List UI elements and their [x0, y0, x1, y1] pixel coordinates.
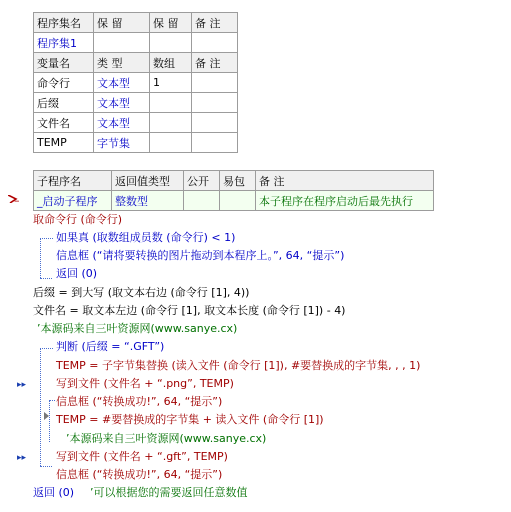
code-line[interactable]: 判断 (后缀 = “.GFT”)	[56, 340, 165, 353]
step-marker-icon[interactable]: ▸▸	[17, 453, 27, 463]
var-type-cell[interactable]: 文本型	[94, 73, 150, 93]
header-var-array: 数组	[150, 53, 192, 73]
var-array-cell[interactable]: 1	[150, 73, 192, 93]
header-var-remark: 备 注	[192, 53, 238, 73]
var-name-cell[interactable]: 命令行	[34, 73, 94, 93]
reserved-cell-1[interactable]	[94, 33, 150, 53]
var-row[interactable]	[34, 93, 238, 113]
code-line[interactable]: 后缀 = 到大写 (取文本右边 (命令行 [1], 4))	[33, 286, 250, 299]
comment-line[interactable]: ’本源码来自三叶资源网(www.sanye.cx)	[66, 432, 267, 445]
var-type-cell[interactable]: 字节集	[94, 133, 150, 153]
header-sub-remark: 备 注	[256, 171, 434, 191]
flow-guide-line	[49, 400, 50, 442]
step-marker-icon[interactable]: ▸▸	[17, 380, 27, 390]
easy-pkg-cell[interactable]	[220, 191, 256, 211]
header-program-set-name: 程序集名	[34, 13, 94, 33]
flow-guide-line	[40, 278, 52, 279]
code-line[interactable]: 写到文件 (文件名 + “.png”, TEMP)	[56, 377, 234, 390]
remark-cell[interactable]	[192, 33, 238, 53]
code-line[interactable]: TEMP = #要替换成的字节集 + 读入文件 (命令行 [1])	[56, 413, 324, 426]
code-line[interactable]: 取命令行 (命令行)	[33, 213, 123, 226]
reserved-cell-2[interactable]	[150, 33, 192, 53]
var-name-cell[interactable]: 后缀	[34, 93, 94, 113]
code-line[interactable]: 信息框 (“请将要转换的图片拖动到本程序上。”, 64, “提示”)	[56, 249, 345, 262]
header-easy-pkg: 易包	[220, 171, 256, 191]
flow-guide-line	[40, 348, 53, 349]
comment-line[interactable]: ’本源码来自三叶资源网(www.sanye.cx)	[37, 322, 238, 335]
header-var-type: 类 型	[94, 53, 150, 73]
var-remark-cell[interactable]	[192, 73, 238, 93]
header-reserved-1: 保 留	[94, 13, 150, 33]
sub-remark-cell[interactable]: 本子程序在程序启动后最先执行	[256, 191, 434, 211]
code-line[interactable]: 信息框 (“转换成功!”, 64, “提示”)	[56, 468, 223, 481]
public-cell[interactable]	[184, 191, 220, 211]
program-set-name-cell[interactable]: 程序集1	[34, 33, 94, 53]
var-array-cell[interactable]	[150, 113, 192, 133]
var-type-cell[interactable]: 文本型	[94, 93, 150, 113]
comment-line[interactable]: ’可以根据您的需要返回任意数值	[90, 486, 248, 499]
code-line[interactable]: TEMP = 子字节集替换 (读入文件 (命令行 [1]), #要替换成的字节集, , , 1)	[56, 359, 421, 372]
editor-gutter	[0, 0, 30, 512]
var-remark-cell[interactable]	[192, 93, 238, 113]
code-line[interactable]: 返回 (0)	[56, 267, 98, 280]
sub-name-cell[interactable]: _启动子程序	[34, 191, 112, 211]
flow-guide-line	[40, 348, 41, 466]
var-remark-cell[interactable]	[192, 133, 238, 153]
var-row[interactable]	[34, 73, 238, 93]
var-remark-cell[interactable]	[192, 113, 238, 133]
subprogram-table	[33, 170, 434, 211]
code-line[interactable]: 写到文件 (文件名 + “.gft”, TEMP)	[56, 450, 228, 463]
var-row[interactable]	[34, 113, 238, 133]
header-reserved-2: 保 留	[150, 13, 192, 33]
var-name-cell[interactable]: 文件名	[34, 113, 94, 133]
var-array-cell[interactable]	[150, 93, 192, 113]
header-var-name: 变量名	[34, 53, 94, 73]
code-line[interactable]: 如果真 (取数组成员数 (命令行) < 1)	[56, 231, 236, 244]
header-return-type: 返回值类型	[112, 171, 184, 191]
code-line[interactable]: 文件名 = 取文本左边 (命令行 [1], 取文本长度 (命令行 [1]) - 4)	[33, 304, 346, 317]
header-sub-name: 子程序名	[34, 171, 112, 191]
return-type-cell[interactable]: 整数型	[112, 191, 184, 211]
code-line[interactable]: 返回 (0)	[33, 486, 75, 499]
header-public: 公开	[184, 171, 220, 191]
var-type-cell[interactable]: 文本型	[94, 113, 150, 133]
var-array-cell[interactable]	[150, 133, 192, 153]
code-line[interactable]: 信息框 (“转换成功!”, 64, “提示”)	[56, 395, 223, 408]
var-row[interactable]	[34, 133, 238, 153]
program-set-table	[33, 12, 238, 153]
flow-guide-line	[49, 400, 55, 401]
flow-guide-line	[40, 238, 41, 278]
flow-guide-line	[40, 238, 53, 239]
flow-guide-line	[40, 466, 52, 467]
fold-minus-icon[interactable]: –	[14, 194, 20, 207]
var-name-cell[interactable]: TEMP	[34, 133, 94, 153]
header-remark: 备 注	[192, 13, 238, 33]
